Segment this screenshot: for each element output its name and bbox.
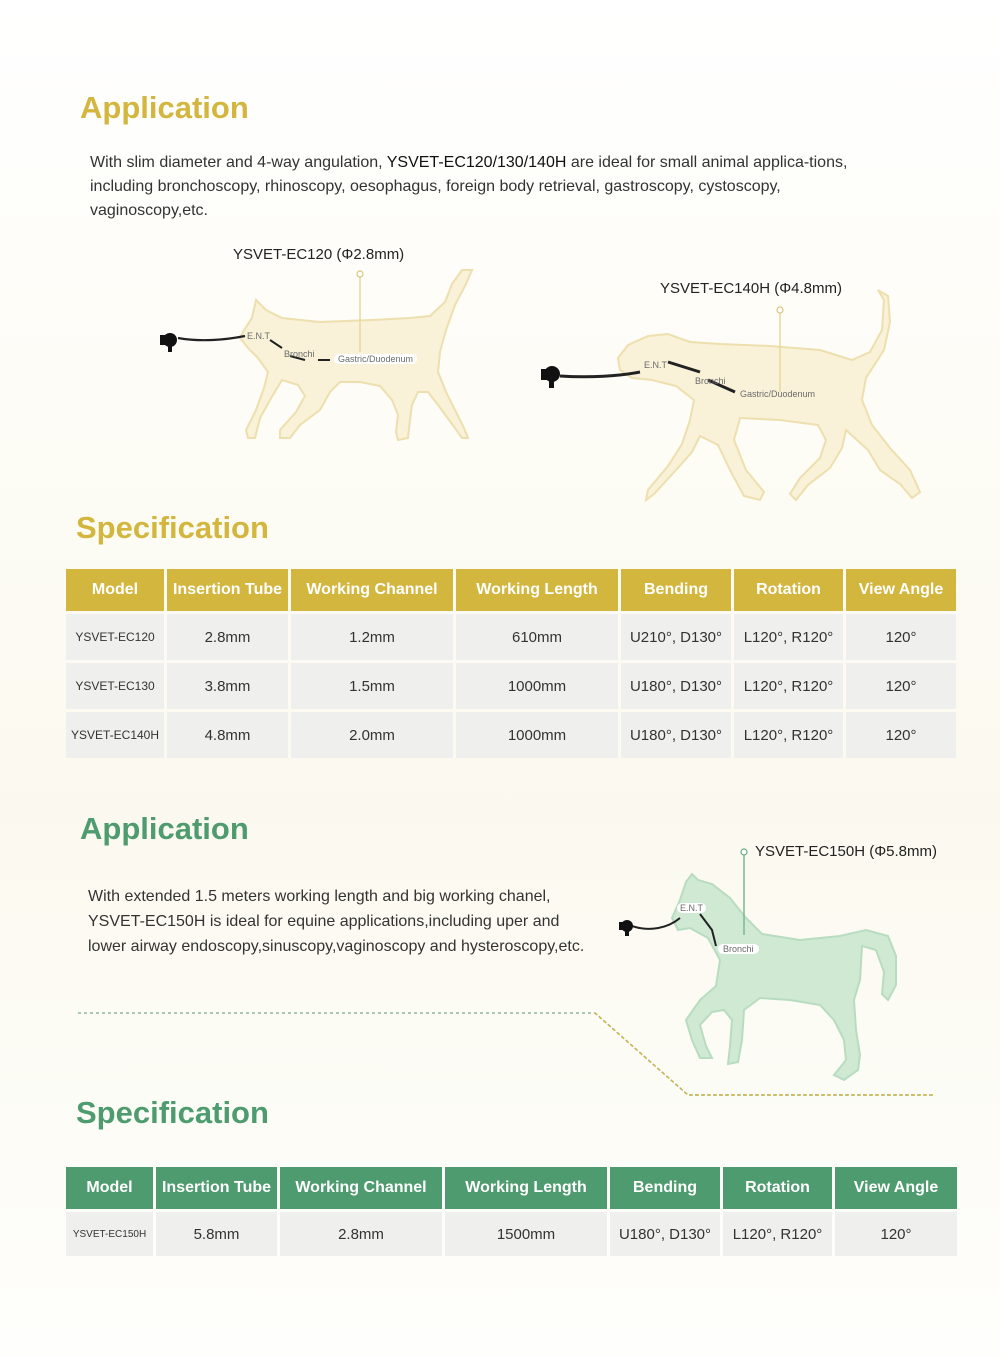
cat-scope-tube: [178, 336, 245, 340]
cat-pointer-dot: [357, 271, 363, 277]
cell-model: YSVET-EC140H: [66, 712, 164, 758]
cell-view-angle: 120°: [846, 663, 956, 709]
cell-view-angle: 120°: [835, 1212, 957, 1256]
col-header-view-angle: View Angle: [846, 569, 956, 611]
intro-text-start: With slim diameter and 4-way angulation,: [90, 154, 387, 171]
dog-label-ent: E.N.T: [644, 360, 668, 370]
spec-table-1-header-row: [66, 569, 956, 611]
col-header-rotation: Rotation: [734, 569, 843, 611]
spec-table-2: [63, 1164, 960, 1259]
col-header-bending: Bending: [621, 569, 731, 611]
cell-working-channel: 1.2mm: [291, 614, 453, 660]
cell-working-length: 1000mm: [456, 712, 618, 758]
cell-insertion-tube: 4.8mm: [167, 712, 288, 758]
cat-label-gastric: Gastric/Duodenum: [334, 354, 417, 364]
cell-model: YSVET-EC150H: [66, 1212, 153, 1256]
horse-pointer-dot: [741, 849, 747, 855]
cell-view-angle: 120°: [846, 712, 956, 758]
cell-model: YSVET-EC120: [66, 614, 164, 660]
dog-scope-handle-icon: [541, 366, 560, 388]
cell-rotation: L120°, R120°: [734, 663, 843, 709]
cell-bending: U210°, D130°: [621, 614, 731, 660]
intro-model-range: YSVET-EC120/130/140H: [386, 154, 567, 171]
col-header-model: Model: [66, 569, 164, 611]
col-header-working-length: Working Length: [456, 569, 618, 611]
cell-rotation: L120°, R120°: [734, 712, 843, 758]
cell-bending: U180°, D130°: [610, 1212, 720, 1256]
cell-working-length: 610mm: [456, 614, 618, 660]
col-header-insertion-tube: Insertion Tube: [167, 569, 288, 611]
intro-line: lower airway endoscopy,sinuscopy,vaginoscopy and hysteroscopy,etc.: [88, 938, 585, 955]
specification-heading-1: Specification: [76, 510, 269, 545]
table-row: [66, 712, 956, 758]
spec-table-1: [63, 566, 959, 761]
dotted-divider-gold: [595, 1013, 935, 1095]
cell-model: YSVET-EC130: [66, 663, 164, 709]
cell-bending: U180°, D130°: [621, 712, 731, 758]
col-header-view-angle: View Angle: [835, 1167, 957, 1209]
intro-line: YSVET-EC150H is ideal for equine applications,including uper and: [88, 913, 560, 930]
dog-illustration: [541, 290, 920, 500]
col-header-working-channel: Working Channel: [291, 569, 453, 611]
col-header-bending: Bending: [610, 1167, 720, 1209]
cell-working-length: 1500mm: [445, 1212, 607, 1256]
dog-label-bronchi: Bronchi: [695, 376, 726, 386]
horse-label-bronchi: Bronchi: [718, 944, 759, 954]
col-header-working-channel: Working Channel: [280, 1167, 442, 1209]
cell-bending: U180°, D130°: [621, 663, 731, 709]
cell-insertion-tube: 5.8mm: [156, 1212, 277, 1256]
application-heading-2: Application: [80, 811, 249, 846]
cat-scope-handle-icon: [160, 333, 177, 352]
horse-model-label: YSVET-EC150H (Φ5.8mm): [755, 843, 938, 860]
cell-working-channel: 2.8mm: [280, 1212, 442, 1256]
cell-view-angle: 120°: [846, 614, 956, 660]
col-header-model: Model: [66, 1167, 153, 1209]
cell-working-channel: 1.5mm: [291, 663, 453, 709]
table-row: [66, 614, 956, 660]
dog-label-gastric: Gastric/Duodenum: [740, 389, 816, 399]
cat-model-label: YSVET-EC120 (Φ2.8mm): [233, 246, 405, 263]
specification-heading-2: Specification: [76, 1095, 269, 1130]
cell-rotation: L120°, R120°: [723, 1212, 832, 1256]
intro-line: With extended 1.5 meters working length and big working chanel,: [88, 888, 551, 905]
col-header-insertion-tube: Insertion Tube: [156, 1167, 277, 1209]
application-intro-2: [88, 884, 628, 959]
table-row: [66, 663, 956, 709]
dotted-divider: [78, 1013, 935, 1095]
horse-label-ent: E.N.T: [677, 903, 706, 913]
cell-insertion-tube: 3.8mm: [167, 663, 288, 709]
col-header-working-length: Working Length: [445, 1167, 607, 1209]
cat-label-bronchi: Bronchi: [284, 349, 315, 359]
table-row: [66, 1212, 957, 1256]
cat-label-ent: E.N.T: [247, 331, 271, 341]
cell-insertion-tube: 2.8mm: [167, 614, 288, 660]
horse-silhouette: [672, 874, 896, 1080]
col-header-rotation: Rotation: [723, 1167, 832, 1209]
spec-table-2-header-row: [66, 1167, 957, 1209]
dog-model-label: YSVET-EC140H (Φ4.8mm): [660, 280, 843, 297]
cell-working-length: 1000mm: [456, 663, 618, 709]
intro-text-end: are ideal for small animal applica-tions, including bronchoscopy, rhinoscopy, oesophagus, foreign body retrieval, gastroscopy, cystoscopy, vaginoscopy,etc.: [90, 154, 848, 219]
cat-illustration: [160, 270, 472, 440]
dog-pointer-dot: [777, 307, 783, 313]
cell-rotation: L120°, R120°: [734, 614, 843, 660]
cell-working-channel: 2.0mm: [291, 712, 453, 758]
horse-illustration: [619, 849, 896, 1080]
application-heading-1: Application: [80, 90, 249, 125]
